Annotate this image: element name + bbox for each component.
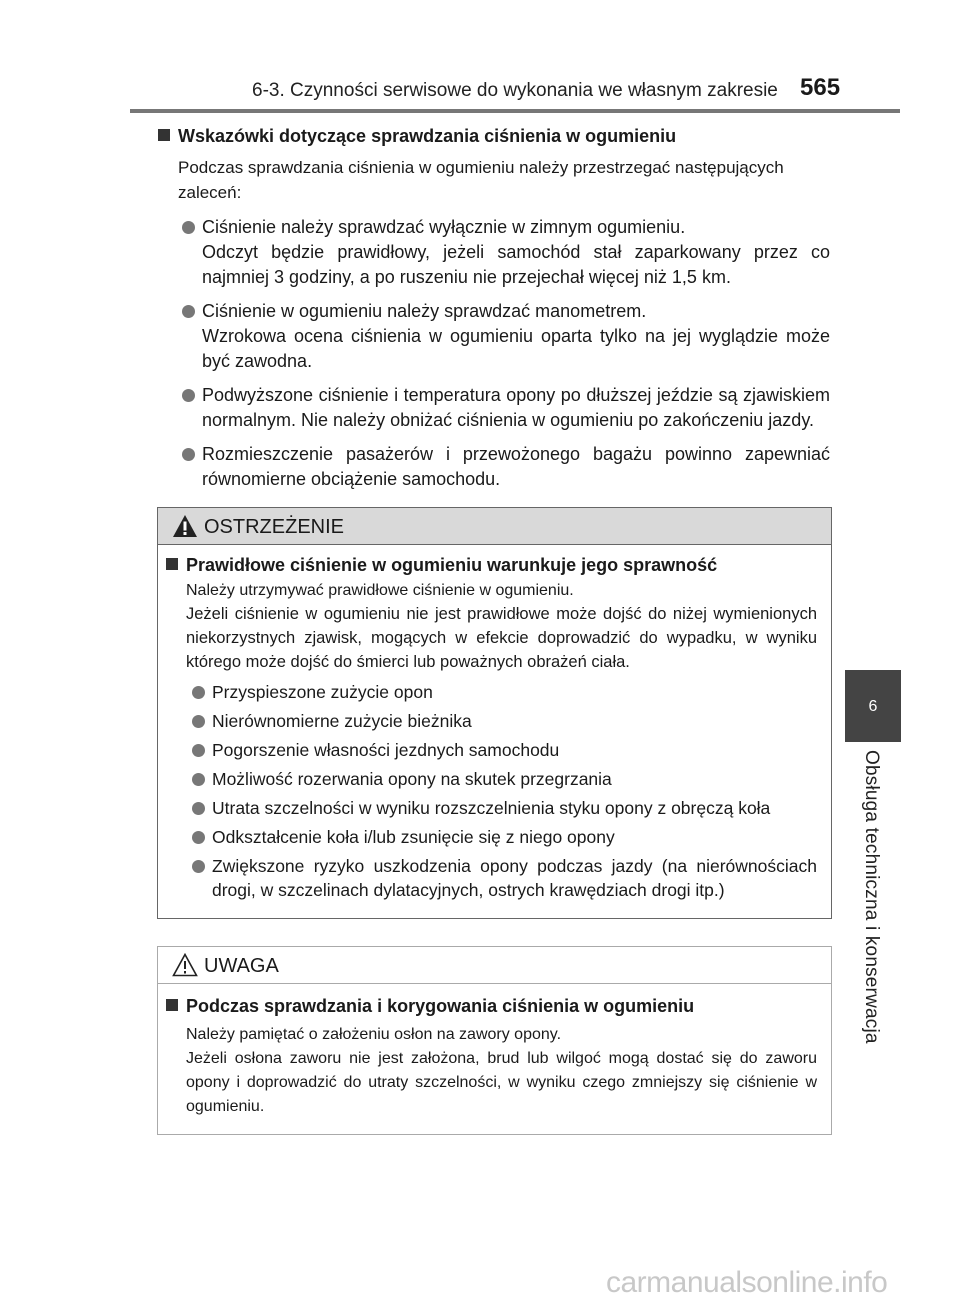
list-item: Zwiększone ryzyko uszkodzenia opony podczas jazdy (na nierównościach drogi, w szczelinach dylatacyjnych, ostrych krawędziach drogi itp.) [192,854,817,902]
square-bullet-icon [166,558,178,570]
bullet-icon [192,831,205,844]
bullet-icon [182,389,195,402]
list-item: Możliwość rozerwania opony na skutek przegrzania [192,767,817,791]
list-item: Ciśnienie w ogumieniu należy sprawdzać manometrem. Wzrokowa ocena ciśnienia w ogumieniu oparta tylko na jej wyglądzie może być zawodna. [182,299,830,374]
bullet-icon [192,744,205,757]
caution-triangle-icon [172,953,198,977]
bullet-icon [182,448,195,461]
warning-line2: Jeżeli ciśnienie w ogumieniu nie jest prawidłowe może dojść do niżej wymienionych niekorzystnych zjawisk, mogących w efekcie doprowadzić do wypadku, w wyniku którego może dojść do śmierci lub poważnych obrażeń ciała. [186,605,817,671]
list-item: Nierównomierne zużycie bieżnika [192,709,817,733]
notice-text: Należy pamiętać o założeniu osłon na zawory opony. Jeżeli osłona zaworu nie jest założona, brud lub wilgoć mogą dostać się do zaworu opony i doprowadzić do utraty szczelności, w wyniku czego zmniejszy się ciśnienie w ogumieniu. [186,1026,817,1115]
header-divider [130,109,900,113]
warning-list [192,680,817,902]
square-bullet-icon [158,129,170,141]
watermark: carmanualsonline.info [606,1266,888,1299]
bullet-icon [192,715,205,728]
bullet-icon [192,860,205,873]
warning-heading: Prawidłowe ciśnienie w ogumieniu warunkuje jego sprawność [166,555,817,576]
tips-section [158,124,830,501]
list-item: Pogorszenie własności jezdnych samochodu [192,738,817,762]
page-number: 565 [800,74,841,101]
bullet-icon [192,802,205,815]
warning-header [158,508,831,545]
warning-line1: Należy utrzymywać prawidłowe ciśnienie w ogumieniu. [186,582,574,599]
bullet-icon [182,305,195,318]
section-title: 6-3. Czynności serwisowe do wykonania we własnym zakresie [252,80,778,101]
warning-title: OSTRZEŻENIE [204,516,345,538]
bullet-icon [192,773,205,786]
list-item: Ciśnienie należy sprawdzać wyłącznie w zimnym ogumieniu. Odczyt będzie prawidłowy, jeżeli samochód stał zaparkowany przez co najmniej 3 godziny, a po ruszeniu nie przejechał więcej niż 1,5 km. [182,215,830,290]
list-item: Przyspieszone zużycie opon [192,680,817,704]
tips-intro: Podczas sprawdzania ciśnienia w ogumieniu należy przestrzegać następujących zaleceń: [178,158,784,202]
tips-list [182,215,830,492]
chapter-label [845,750,901,1050]
warning-box [157,507,832,919]
notice-header [158,947,831,984]
bullet-icon [192,686,205,699]
list-item: Rozmieszczenie pasażerów i przewożonego bagażu powinno zapewniać równomierne obciążenie samochodu. [182,442,830,492]
bullet-icon [182,221,195,234]
list-item: Odkształcenie koła i/lub zsunięcie się z niego opony [192,825,817,849]
chapter-label-text: Obsługa techniczna i konserwacja [861,750,882,1044]
notice-heading: Podczas sprawdzania i korygowania ciśnienia w ogumieniu [166,996,817,1017]
list-item: Podwyższone ciśnienie i temperatura opony po dłuższej jeździe są zjawiskiem normalnym. Nie należy obniżać ciśnienia w ogumieniu po zakończeniu jazdy. [182,383,830,433]
square-bullet-icon [166,999,178,1011]
warning-triangle-icon [172,514,198,538]
notice-box [157,946,832,1135]
tips-heading: Wskazówki dotyczące sprawdzania ciśnienia w ogumieniu [158,124,830,149]
notice-title: UWAGA [204,955,279,977]
list-item: Utrata szczelności w wyniku rozszczelnienia styku opony z obręczą koła [192,796,817,820]
chapter-tab: 6 [845,670,901,742]
